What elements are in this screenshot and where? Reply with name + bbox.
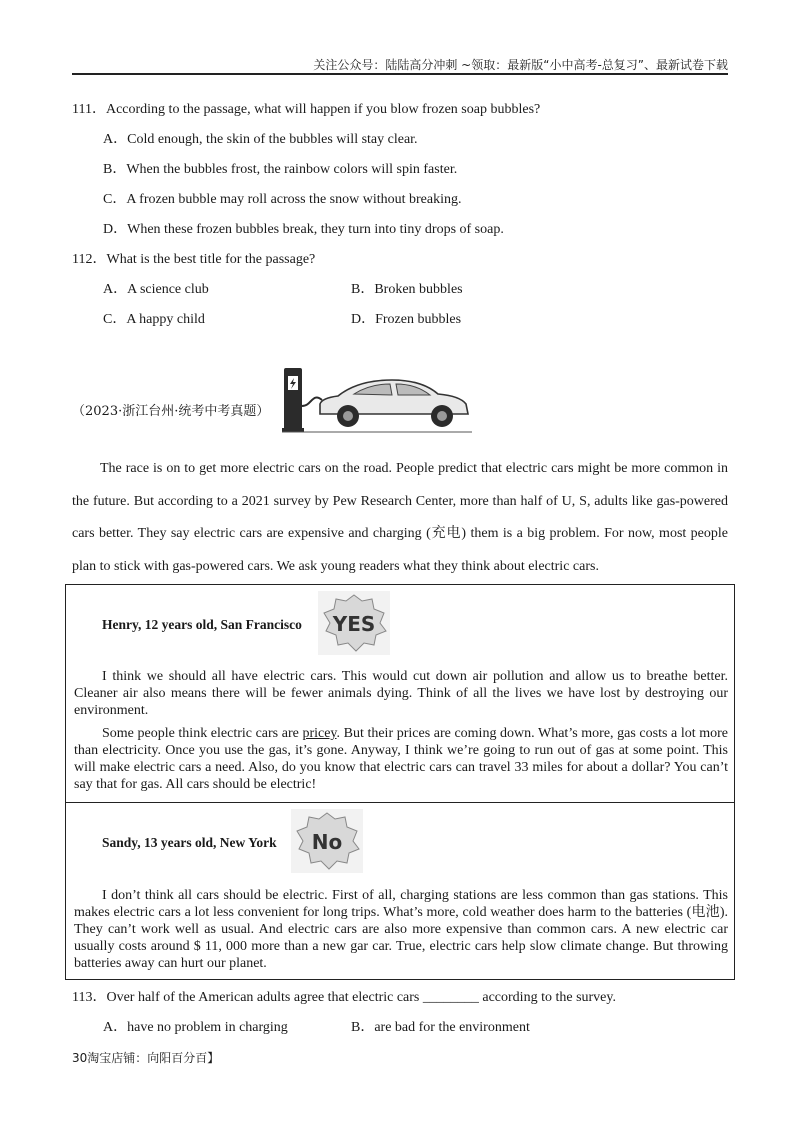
electric-car-icon (282, 380, 472, 432)
passage-source: （2023·浙江台州·统考中考真题） (72, 404, 270, 419)
electric-car-illustration (282, 366, 472, 439)
question-111-option-a: A．Cold enough, the skin of the bubbles will stay clear. (103, 132, 418, 147)
no-badge-icon (291, 809, 363, 878)
charging-station-icon (282, 368, 322, 432)
question-112-stem: 112．What is the best title for the passage? (72, 252, 316, 267)
question-112-option-c: C．A happy child (103, 312, 205, 327)
question-113-stem: 113．Over half of the American adults agree that electric cars ________ according to the survey. (72, 990, 616, 1005)
henry-paragraph-2-start: Some people think electric cars are (102, 726, 303, 741)
page-header: 关注公众号：陆陆高分冲刺 ~领取：最新版“小中高考-总复习”、最新试卷下载 (313, 58, 728, 72)
opinion-table (65, 584, 735, 980)
henry-paragraph-1: I think we should all have electric cars. This would cut down air pollution and allow us to breathe better. Cleaner air also means there will be fewer animals dying. Think of all the lives we have lost by destroying our environment. (74, 669, 728, 718)
underlined-word-pricey: pricey (302, 726, 337, 741)
page-footer: 30淘宝店铺：向阳百分百】 (72, 1051, 220, 1065)
question-112-option-b: B．Broken bubbles (351, 282, 463, 297)
question-112-option-a: A．A science club (103, 282, 209, 297)
yes-badge-label: YES (332, 612, 376, 636)
table-divider (66, 802, 734, 803)
passage-intro: The race is on to get more electric cars on the road. People predict that electric cars might be more common in the future. But according to a 2021 survey by Pew Research Center, more than half of U, S, adults like gas-powered cars better. They say electric cars are expensive and charging (充电) them is a big problem. For now, most people plan to stick with gas-powered cars. We ask young readers what they think about electric cars. (72, 461, 728, 574)
henry-speaker: Henry, 12 years old, San Francisco (102, 617, 302, 632)
question-111-option-b: B．When the bubbles frost, the rainbow colors will spin faster. (103, 162, 458, 177)
question-111-option-d: D．When these frozen bubbles break, they turn into tiny drops of soap. (103, 222, 504, 237)
question-112-option-d: D．Frozen bubbles (351, 312, 462, 327)
yes-badge-icon (318, 591, 390, 660)
no-badge-label: No (311, 830, 343, 854)
question-111-option-c: C．A frozen bubble may roll across the snow without breaking. (103, 192, 462, 207)
henry-paragraph-2-end: . But their prices are coming down. What’s more, gas costs a lot more than electricity. Once you use the gas, it’s gone. Anyway, I think we’re going to run out of gas at some point. This will make electric cars a need. Also, do you know that electric cars can travel 33 miles for about a dollar? You can’t say that for gas. All cars should be electric! (74, 726, 728, 792)
question-113-option-b: B．are bad for the environment (351, 1020, 530, 1035)
question-111-stem: 111．According to the passage, what will happen if you blow frozen soap bubbles? (72, 102, 541, 117)
header-rule (72, 73, 728, 75)
sandy-speaker: Sandy, 13 years old, New York (102, 835, 277, 850)
question-113-option-a: A．have no problem in charging (103, 1020, 288, 1035)
sandy-paragraph: I don’t think all cars should be electric. First of all, charging stations are less common than gas stations. This makes electric cars a lot less convenient for long trips. What’s more, cold weather does harm to the batteries (电池). They can’t work well as usual. And electric cars are also more expensive than common cars. A new electric car usually costs around $ 11, 000 more than a new gar car. True, electric cars help slow climate change. But throwing batteries away can hurt our planet. (74, 888, 728, 971)
henry-paragraph-2 (74, 725, 728, 793)
